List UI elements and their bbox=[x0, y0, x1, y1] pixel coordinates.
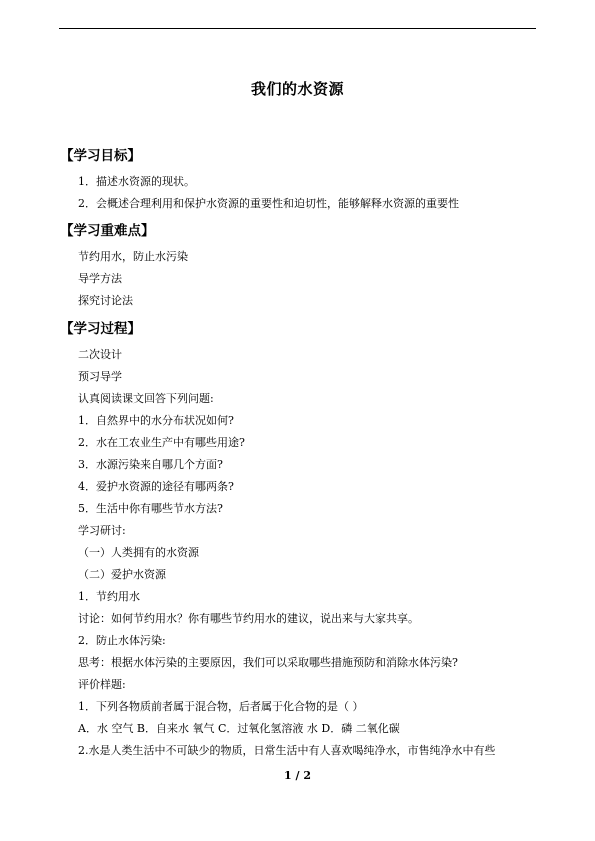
exercise-question: 2.水是人类生活中不可缺少的物质，日常生活中有人喜欢喝纯净水，市售纯净水中有些 bbox=[78, 744, 496, 757]
process-line: 学习研讨: bbox=[78, 524, 126, 537]
exercise-question: 1．下列各物质前者属于混合物，后者属于化合物的是（ ） bbox=[78, 700, 364, 713]
process-line: 认真阅读课文回答下列问题: bbox=[78, 392, 214, 405]
header-rule bbox=[59, 28, 536, 29]
key-point-item: 节约用水，防止水污染 bbox=[78, 250, 188, 263]
process-line: 评价样题: bbox=[78, 678, 126, 691]
process-line: 1．节约用水 bbox=[78, 590, 140, 603]
heading-process: 【学习过程】 bbox=[60, 321, 141, 337]
subsection-title: （二）爱护水资源 bbox=[78, 568, 166, 581]
question-item: 2．水在工农业生产中有哪些用途? bbox=[78, 436, 245, 449]
exercise-options: A．水 空气 B．自来水 氧气 C．过氧化氢溶液 水 D．磷 二氧化碳 bbox=[78, 722, 400, 735]
heading-key-points: 【学习重难点】 bbox=[60, 223, 155, 239]
process-line: 二次设计 bbox=[78, 348, 122, 361]
objective-item: 2．会概述合理利用和保护水资源的重要性和迫切性，能够解释水资源的重要性 bbox=[78, 197, 459, 210]
objective-item: 1．描述水资源的现状。 bbox=[78, 175, 195, 188]
process-line: 预习导学 bbox=[78, 370, 122, 383]
question-item: 3．水源污染来自哪几个方面? bbox=[78, 458, 223, 471]
page-number: 1 / 2 bbox=[284, 769, 311, 782]
subsection-title: （一）人类拥有的水资源 bbox=[78, 546, 199, 559]
question-item: 5．生活中你有哪些节水方法? bbox=[78, 502, 223, 515]
process-line: 2．防止水体污染: bbox=[78, 634, 166, 647]
heading-objectives: 【学习目标】 bbox=[60, 148, 141, 164]
key-point-item: 导学方法 bbox=[78, 272, 122, 285]
process-line: 思考：根据水体污染的主要原因，我们可以采取哪些措施预防和消除水体污染? bbox=[78, 656, 458, 669]
question-item: 4．爱护水资源的途径有哪两条? bbox=[78, 480, 234, 493]
process-line: 讨论：如何节约用水？你有哪些节约用水的建议，说出来与大家共享。 bbox=[78, 612, 419, 625]
question-item: 1．自然界中的水分布状况如何? bbox=[78, 414, 234, 427]
document-title: 我们的水资源 bbox=[250, 80, 344, 98]
key-point-item: 探究讨论法 bbox=[78, 294, 133, 307]
